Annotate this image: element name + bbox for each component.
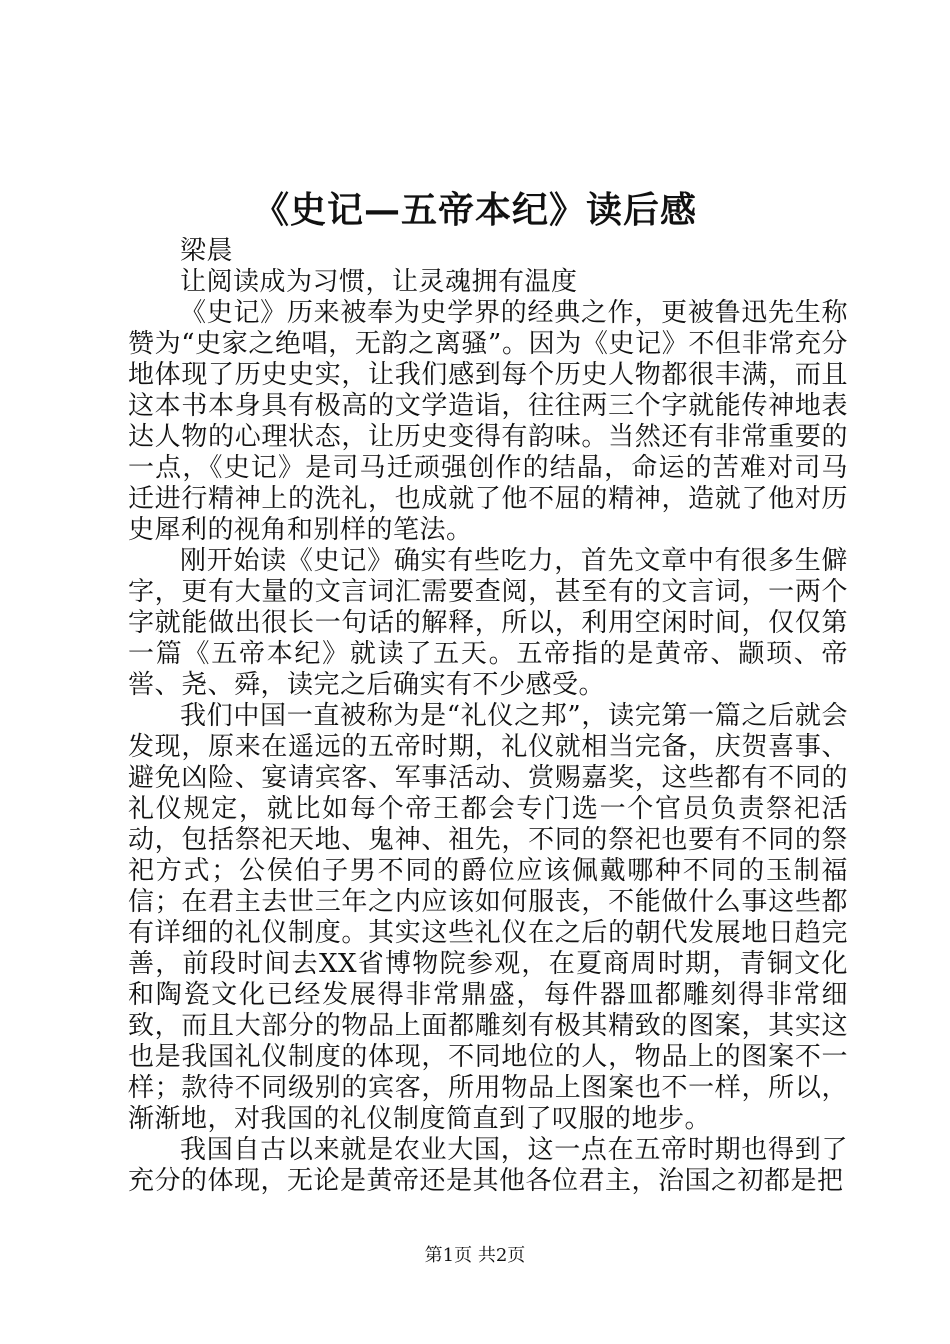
paragraph-2: 刚开始读《史记》确实有些吃力，首先文章中有很多生僻字，更有大量的文言词汇需要查阅，甚至有的文言词，一两个字就能做出很长一句话的解释，所以，利用空闲时间，仅仅第一篇《五帝本纪》就读了五天。五帝指的是黄帝、颛顼、帝喾、尧、舜，读完之后确实有不少感受。: [128, 546, 848, 700]
subtitle-line: 让阅读成为习惯，让灵魂拥有温度: [180, 267, 578, 297]
author-line: 梁晨: [180, 236, 234, 266]
document-title: 《史记—五帝本纪》读后感: [252, 189, 697, 231]
paragraph-1: 《史记》历来被奉为史学界的经典之作，更被鲁迅先生称赞为“史家之绝唱，无韵之离骚”。因为《史记》不但非常充分地体现了历史史实，让我们感到每个历史人物都很丰满，而且这本书本身具有极高的文学造诣，往往两三个字就能传神地表达人物的心理状态，让历史变得有韵味。当然还有非常重要的一点，《史记》是司马迁顽强创作的结晶，命运的苦难对司马迁进行精神上的洗礼，也成就了他不屈的精神，造就了他对历史犀利的视角和别样的笔法。: [128, 298, 848, 545]
paragraph-4: 我国自古以来就是农业大国，这一点在五帝时期也得到了充分的体现，无论是黄帝还是其他各位君主，治国之初都是把: [128, 1135, 848, 1196]
document-body: [128, 236, 848, 1197]
page-footer: 第1页 共2页: [424, 1245, 526, 1266]
paragraph-3: 我们中国一直被称为是“礼仪之邦”，读完第一篇之后就会发现，原来在遥远的五帝时期，礼仪就相当完备，庆贺喜事、避免凶险、宴请宾客、军事活动、赏赐嘉奖，这些都有不同的礼仪规定，就比如每个帝王都会专门选一个官员负责祭祀活动，包括祭祀天地、鬼神、祖先，不同的祭祀也要有不同的祭祀方式；公侯伯子男不同的爵位应该佩戴哪种不同的玉制福信；在君主去世三年之内应该如何服丧，不能做什么事这些都有详细的礼仪制度。其实这些礼仪在之后的朝代发展地日趋完善，前段时间去XX省博物院参观，在夏商周时期，青铜文化和陶瓷文化已经发展得非常鼎盛，每件器皿都雕刻得非常细致，而且大部分的物品上面都雕刻有极其精致的图案，其实这也是我国礼仪制度的体现，不同地位的人，物品上的图案不一样；款待不同级别的宾客，所用物品上图案也不一样，所以，渐渐地，对我国的礼仪制度简直到了叹服的地步。: [128, 701, 848, 1134]
